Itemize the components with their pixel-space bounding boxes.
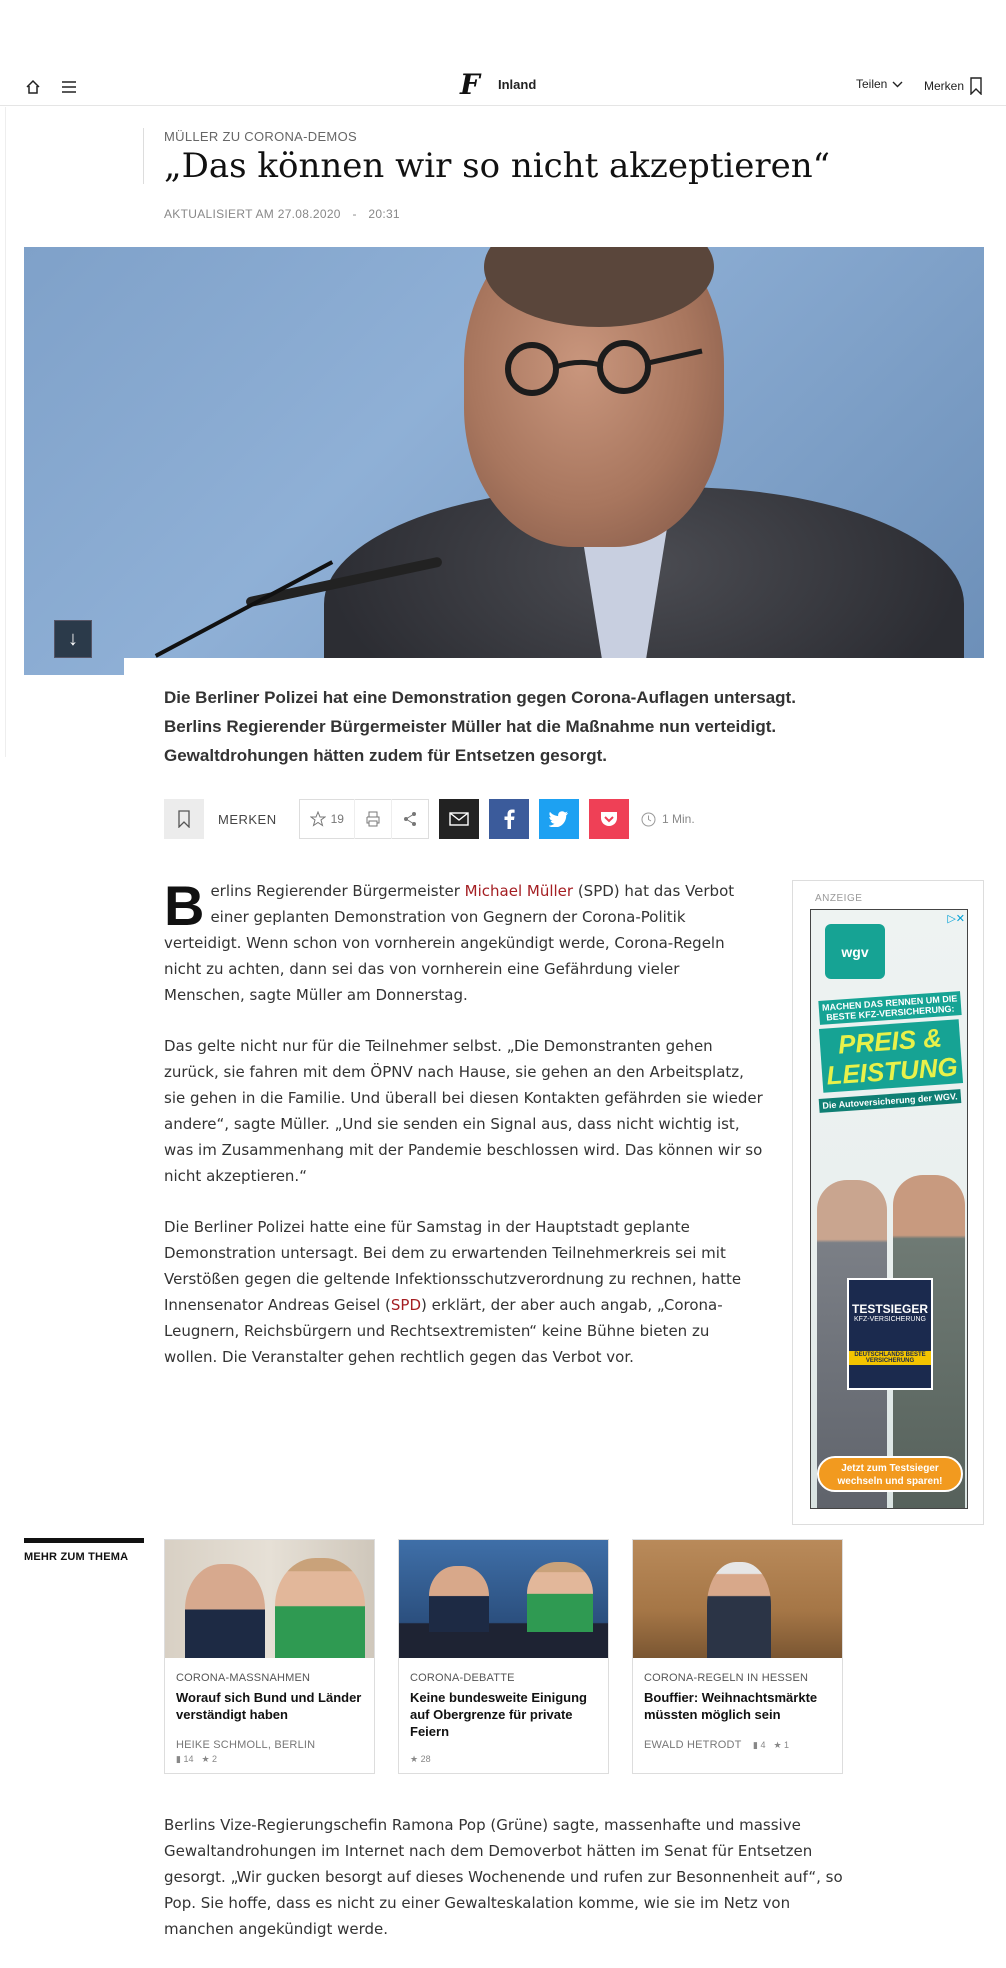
ad-brand-logo: wgv [825,924,885,979]
article-teaser: Die Berliner Polizei hat eine Demonstration gegen Corona-Auflagen untersagt. Berlins Regierender Bürgermeister Müller hat die Maßnahme nun verteidigt. Gewaltdrohungen hätten zudem für Entsetzen gesorgt. [164,688,796,765]
ad-cta-button[interactable]: Jetzt zum Testsieger wechseln und sparen! [817,1456,963,1492]
related-image-1 [165,1540,374,1658]
read-time-label: 1 Min. [661,812,695,826]
paragraph-1 [164,874,764,1008]
twitter-icon[interactable] [539,799,579,839]
related-card-2[interactable] [398,1539,609,1774]
related-image-2-person-b [527,1562,593,1632]
ad-badge-title: TESTSIEGER [851,1302,928,1316]
share-icon [402,811,418,827]
article-actions [164,798,695,840]
related-stars-1: 2 [212,1754,218,1764]
article-headline: „Das können wir so nicht akzeptieren“ [164,146,831,186]
ad-badge-foot: DEUTSCHLANDS BESTE VERSICHERUNG [849,1351,931,1365]
comment-icon: ▮ 4 [753,1740,766,1750]
clock-icon [641,812,656,827]
hero-microphone-stem [155,560,333,657]
article-tools [299,799,429,839]
bookmark-button[interactable] [164,799,204,839]
merken-label[interactable]: MERKEN [218,811,277,827]
star-icon: ★ 28 [410,1754,431,1764]
hero-image [24,247,984,675]
ad-kicker: MACHEN DAS RENNEN UM DIE BESTE KFZ-VERSICHERUNG: [818,991,961,1025]
related-author-1: HEIKE SCHMOLL, BERLIN [176,1739,316,1751]
paragraph-2: Das gelte nicht nur für die Teilnehmer selbst. „Die Demonstranten gehen zurück, sie fahren mit dem ÖPNV nach Hause, sie gehen an den Arbeitsplatz, sie gehen in die Familie. Und überall bei diesen Kontakten gefährden sie wieder andere“, sagte Müller. „Und sie senden ein Signal aus, dass nicht wichtig ist, was im Zusammenhang mit der Pandemie beschlossen wird. Das können wir so nicht akzeptieren.“ [164,1037,763,1185]
related-card-3[interactable] [632,1539,843,1774]
home-icon[interactable] [22,76,44,98]
section-label[interactable]: Inland [498,77,537,92]
mail-icon[interactable] [439,799,479,839]
top-navigation [0,66,1006,106]
paragraph-1-text-a: erlins Regierender Bürgermeister [210,882,465,900]
ad-container [792,880,984,1525]
ad-label: ANZEIGE [815,893,863,904]
pocket-icon[interactable] [589,799,629,839]
ad-subline: Die Autoversicherung der WGV. [819,1089,962,1113]
related-author-3: EWALD HETRODT [644,1739,742,1751]
left-border [0,107,6,757]
share-label: Teilen [856,77,888,91]
related-title-2: Keine bundesweite Einigung auf Obergrenze für private Feiern [410,1690,587,1739]
related-image-2 [399,1540,608,1658]
bookmark-icon [178,810,190,828]
ad-choices-icon[interactable]: ▷✕ [947,913,965,925]
arrow-down-icon[interactable]: ↓ [54,620,92,658]
save-label: Merken [924,79,965,93]
article-dateline [164,207,408,221]
related-kicker-3: CORONA-REGELN IN HESSEN [644,1672,809,1684]
favorite-button[interactable] [300,799,355,839]
ad-badge-sub: KFZ-VERSICHERUNG [854,1316,926,1323]
related-stars-3: 1 [784,1740,790,1750]
updated-time: 20:31 [368,207,400,221]
favorites-count: 19 [330,812,344,826]
faz-logo[interactable]: F [460,68,480,101]
related-heading: MEHR ZUM THEMA [24,1551,129,1563]
paragraph-3 [164,1214,764,1370]
related-meta-2 [410,1754,431,1765]
related-comments-3: 4 [760,1740,766,1750]
ad-headline: PREIS & LEISTUNG [819,1019,963,1093]
star-icon [310,811,326,827]
ad-banner[interactable] [810,909,968,1509]
related-title-3: Bouffier: Weihnachtsmärkte müssten möglich sein [644,1690,818,1722]
ad-testsieger-badge [847,1278,933,1390]
bookmark-icon [970,77,982,95]
related-image-1-person-a [185,1564,265,1658]
related-kicker-1: CORONA-MASSNAHMEN [176,1672,311,1684]
print-button[interactable] [355,799,392,839]
related-meta-1 [176,1754,217,1765]
related-stars-2: 28 [420,1754,431,1764]
paragraph-3-text-a: Die Berliner Polizei hatte eine für Samstag in der Hauptstadt geplante Demonstration untersagt. Bei dem zu erwartenden Teilnehmerkreis sei mit Verstößen gegen die geltende Infektionsschutzverordnung zu rechnen, hatte Innensenator Andreas Geisel ( [164,1218,742,1314]
paragraph-4: Berlins Vize-Regierungschefin Ramona Pop (Grüne) sagte, massenhafte und massive Gewaltandrohungen im Internet nach dem Demoverbot hätten im Senat für Entsetzen gesorgt. „Wir gucken besorgt auf dieses Wochenende und rufen zur Besonnenheit auf“, so Pop. Sie hoffe, dass es nicht zu einer Gewalteskalation komme, wie sie im Netz von manchen angekündigt werde. [164,1816,843,1938]
related-image-3-person [707,1562,771,1658]
paragraph-3-text-b: ) erklärt, der aber auch angab, „Corona-Leugnern, Reichsbürgern und Rechtsextremisten“ keine Bühne bieten zu wollen. Die Veranstalter gehen rechtlich gegen das Verbot vor. [164,1296,723,1366]
related-meta-3 [753,1740,789,1751]
share-tool-button[interactable] [392,799,428,839]
article-body [164,874,764,1395]
related-image-3 [633,1540,842,1658]
link-michael-mueller[interactable]: Michael Müller [464,882,574,900]
facebook-icon[interactable] [489,799,529,839]
related-card-1[interactable] [164,1539,375,1774]
related-rule [24,1538,144,1543]
comment-icon: ▮ 14 [176,1754,194,1764]
hero-glasses [474,337,704,397]
related-title-1: Worauf sich Bund und Länder verständigt haben [176,1690,362,1722]
title-divider [143,128,144,184]
chevron-down-icon [892,81,903,88]
related-image-1-person-b [275,1558,365,1658]
read-time [641,812,695,827]
save-article-button[interactable] [924,77,982,95]
related-image-2-person-a [429,1566,489,1632]
star-icon: ★ 2 [201,1754,218,1764]
link-spd[interactable]: SPD [390,1296,422,1314]
updated-date: AKTUALISIERT AM 27.08.2020 [164,207,341,221]
related-kicker-2: CORONA-DEBATTE [410,1672,515,1684]
related-comments-1: 14 [183,1754,194,1764]
date-separator: - [352,207,357,221]
drop-cap: B [164,874,205,937]
menu-icon[interactable] [58,76,80,98]
article-kicker: MÜLLER ZU CORONA-DEMOS [164,129,357,144]
print-icon [365,811,381,827]
paragraph-1-text-b: (SPD) hat das Verbot einer geplanten Demonstration von Gegnern der Corona-Politik verteidigt. Wenn schon von vornherein angekündigt werde, Corona-Regeln nicht zu achten, dann sei das von vornherein eine Gefährdung vieler Menschen, sagte Müller am Donnerstag. [164,882,735,1004]
star-icon: ★ 1 [773,1740,790,1750]
share-button[interactable] [856,77,903,91]
